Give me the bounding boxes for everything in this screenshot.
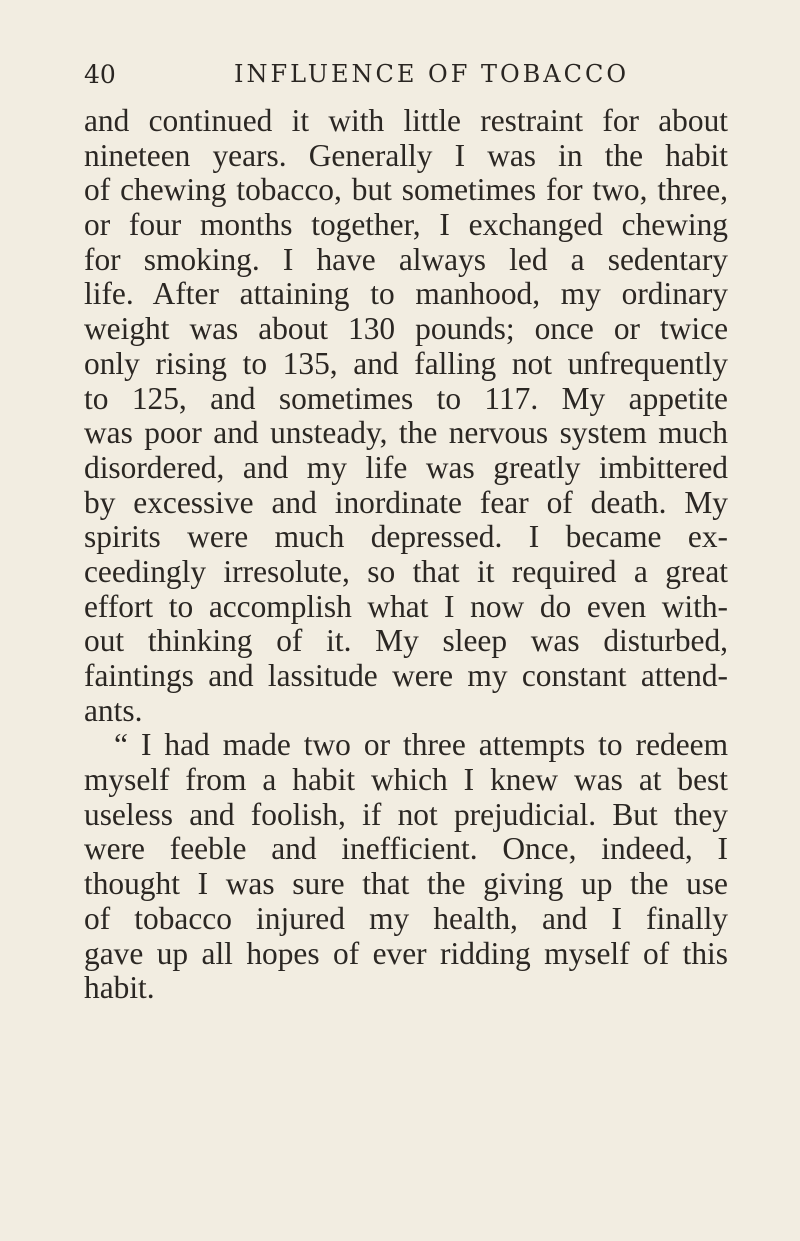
text-line: were feeble and inefficient. Once, indeed, I <box>84 831 728 867</box>
page-header <box>84 60 724 94</box>
text-line: for smoking. I have always led a sedentary <box>84 241 728 277</box>
text-line: to 125, and sometimes to 117. My appetite <box>84 380 728 416</box>
text-line: by excessive and inordinate fear of death. My <box>84 484 728 520</box>
text-line: effort to accomplish what I now do even with- <box>84 588 728 624</box>
text-line: and continued it with little restraint for about <box>84 103 728 138</box>
text-line-paragraph-end: habit. <box>84 970 155 1006</box>
running-title: INFLUENCE OF TOBACCO <box>234 60 630 88</box>
text-line: disordered, and my life was greatly imbittered <box>84 449 728 485</box>
text-line: gave up all hopes of ever ridding myself of this <box>84 935 728 971</box>
text-line: thought I was sure that the giving up the use <box>84 866 728 902</box>
text-line: of tobacco injured my health, and I finally <box>84 900 728 936</box>
text-line: of chewing tobacco, but sometimes for two, three, <box>84 172 728 208</box>
text-line: or four months together, I exchanged chewing <box>84 207 728 243</box>
text-line: useless and foolish, if not prejudicial. But they <box>84 796 728 832</box>
text-line: nineteen years. Generally I was in the habit <box>84 137 728 173</box>
text-line: out thinking of it. My sleep was disturbed, <box>84 623 728 659</box>
text-line-paragraph-start: “ I had made two or three attempts to redeem <box>114 727 728 763</box>
text-line: only rising to 135, and falling not unfrequently <box>84 345 728 381</box>
text-line: was poor and unsteady, the nervous system much <box>84 415 728 451</box>
text-line: weight was about 130 pounds; once or twice <box>84 311 728 347</box>
text-line: spirits were much depressed. I became ex- <box>84 519 728 555</box>
body-text <box>84 104 728 1006</box>
text-line: myself from a habit which I knew was at best <box>84 762 728 798</box>
text-line: faintings and lassitude were my constant attend- <box>84 658 728 693</box>
page-number: 40 <box>84 60 116 89</box>
text-line-paragraph-end: ants. <box>84 692 143 728</box>
text-line: life. After attaining to manhood, my ordinary <box>84 276 728 312</box>
text-line: ceedingly irresolute, so that it required a great <box>84 553 728 589</box>
